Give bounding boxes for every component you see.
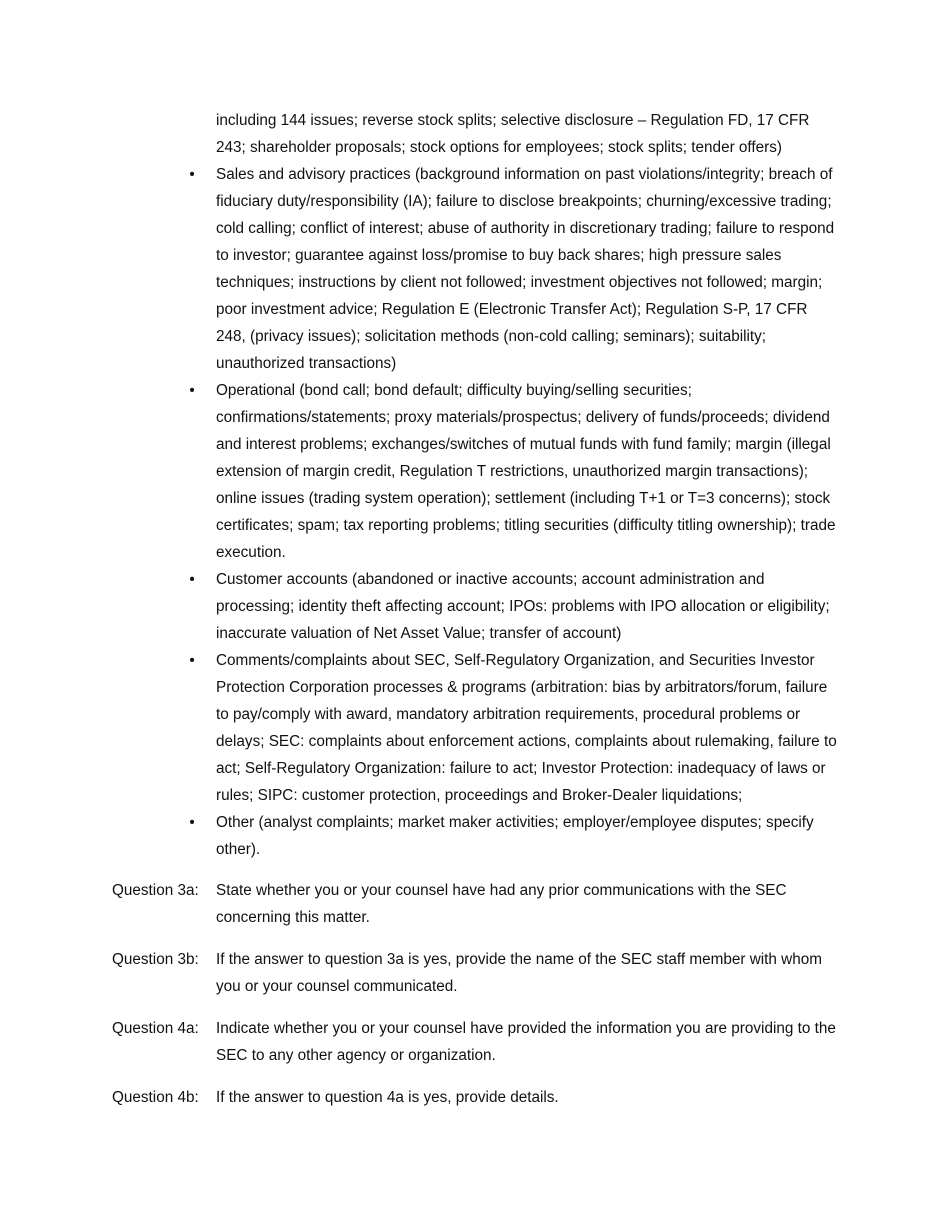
question-text: Indicate whether you or your counsel have provided the information you are providing to the SEC to any other agency or organization. [216, 1020, 836, 1064]
list-item-text: Other (analyst complaints; market maker activities; employer/employee disputes; specify other). [216, 814, 814, 858]
questions-section [0, 877, 950, 1126]
question-label: Question 3a: [112, 882, 199, 899]
question-text: If the answer to question 4a is yes, provide details. [216, 1089, 559, 1106]
question-3a [0, 877, 950, 931]
list-item-text: Comments/complaints about SEC, Self-Regulatory Organization, and Securities Investor Protection Corporation processes & programs (arbitration: bias by arbitrators/forum, failure to pay/comply with award, mandatory arbitration requirements, procedural problems or delays; SEC: complaints about enforcement actions, complaints about rulemaking, failure to act; Self-Regulatory Organization: failure to act; Investor Protection: inadequacy of laws or rules; SIPC: customer protection, proceedings and Broker-Dealer liquidations; [216, 652, 837, 804]
list-item-sales-advisory [0, 161, 950, 377]
continuation-paragraph: including 144 issues; reverse stock splits; selective disclosure – Regulation FD, 17 CFR 243; shareholder proposals; stock options for employees; stock splits; tender offers) [216, 112, 810, 156]
list-item-text: Customer accounts (abandoned or inactive accounts; account administration and processing; identity theft affecting account; IPOs: problems with IPO allocation or eligibility; inaccurate valuation of Net Asset Value; transfer of account) [216, 571, 830, 642]
bullet-icon: • [189, 571, 195, 588]
question-label: Question 3b: [112, 951, 199, 968]
bullet-icon: • [189, 166, 195, 183]
list-item-operational [0, 377, 950, 566]
question-4a [0, 1015, 950, 1069]
list-item-customer-accounts [0, 566, 950, 647]
bullet-icon: • [189, 814, 195, 831]
complaint-category-list [0, 161, 950, 863]
question-4b [0, 1084, 950, 1111]
bullet-icon: • [189, 382, 195, 399]
question-label: Question 4a: [112, 1020, 199, 1037]
question-text: If the answer to question 3a is yes, provide the name of the SEC staff member with whom you or your counsel communicated. [216, 951, 822, 995]
list-item-other [0, 809, 950, 863]
list-item-text: Sales and advisory practices (background information on past violations/integrity; breach of fiduciary duty/responsibility (IA); failure to disclose breakpoints; churning/excessive trading; cold calling; conflict of interest; abuse of authority in discretionary trading; failure to respond to investor; guarantee against loss/promise to buy back shares; high pressure sales techniques; instructions by client not followed; investment objectives not followed; margin; poor investment advice; Regulation E (Electronic Transfer Act); Regulation S-P, 17 CFR 248, (privacy issues); solicitation methods (non-cold calling; seminars); suitability; unauthorized transactions) [216, 166, 835, 372]
question-text: State whether you or your counsel have had any prior communications with the SEC concerning this matter. [216, 882, 787, 926]
question-3b [0, 946, 950, 1000]
question-label: Question 4b: [112, 1089, 199, 1106]
list-item-comments-complaints [0, 647, 950, 809]
list-item-text: Operational (bond call; bond default; difficulty buying/selling securities; confirmations/statements; proxy materials/prospectus; delivery of funds/proceeds; dividend and interest problems; exchanges/switches of mutual funds with fund family; margin (illegal extension of margin credit, Regulation T restrictions, unauthorized margin transactions); online issues (trading system operation); settlement (including T+1 or T=3 concerns); stock certificates; spam; tax reporting problems; titling securities (difficulty titling ownership); trade execution. [216, 382, 836, 561]
bullet-icon: • [189, 652, 195, 669]
